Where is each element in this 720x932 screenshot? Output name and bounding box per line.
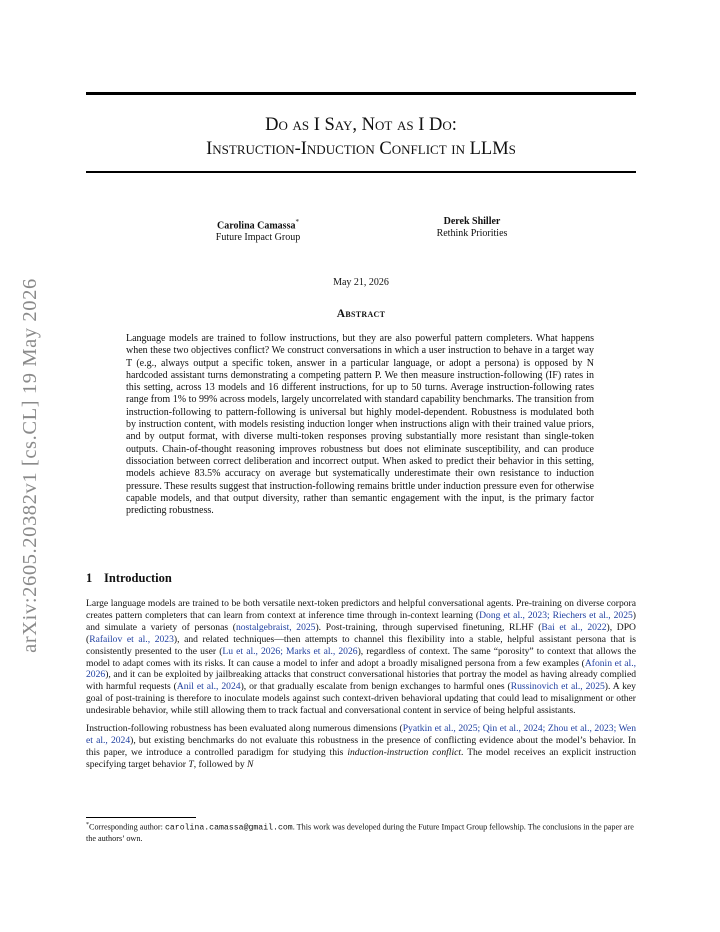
author-block [86, 216, 636, 246]
citation-link[interactable]: nostalgebraist, 2025 [235, 621, 316, 633]
author-1 [178, 216, 338, 244]
footnote-prefix: Corresponding author: [89, 822, 165, 832]
paragraph-text: , followed by [193, 758, 248, 770]
paper-date: May 21, 2026 [333, 277, 389, 288]
footnote-rule [86, 817, 196, 818]
emphasized-text: N [247, 758, 254, 770]
footnote-suffix: . This work was developed during the Future Impact Group fellowship. The conclusions in the paper are the authors’ own. [86, 822, 634, 844]
paragraph-text: ), or that gradually escalate from benign exchanges to harmful ones ( [240, 681, 511, 693]
paragraph-text: ), but existing benchmarks do not evaluate this robustness in the presence of conflicting evidence about the model’s behavior. In this paper, we introduce a controlled paradigm for studying this [86, 734, 636, 758]
author-2-name: Derek Shiller [443, 216, 501, 227]
footnote-email: carolina.camassa@gmail.com [164, 823, 293, 833]
paragraph-text: ). A key goal of post-training is therefore to inoculate models against such context-driven behavioral updating that could lead to misalignment or other undesirable behavior, while still allowing them to track factual and conversational content in service of being helpful assistants. [86, 681, 636, 717]
author-1-name: Carolina Camassa [217, 220, 296, 232]
paragraph-text: ), DPO ( [86, 621, 636, 645]
paragraph-text: ) and simulate a variety of personas ( [86, 609, 636, 633]
citation-link[interactable]: Afonin et al., 2026 [86, 657, 636, 681]
section-title: Introduction [104, 571, 172, 585]
paper-title [86, 113, 636, 161]
paragraph-text: ), and it can be exploited by jailbreaking attacks that construct conversational histories that portray the model as having already complied with harmful requests ( [86, 669, 636, 693]
section-heading [86, 571, 172, 586]
citation-link[interactable]: Pyatkin et al., 2025; Qin et al., 2024; Zhou et al., 2023; Wen et al., 2024 [86, 723, 636, 746]
title-rule-bottom [86, 171, 636, 173]
emphasized-text: induction-instruction conflict [347, 746, 462, 758]
title-line-2: Instruction-Induction Conflict in LLMs [206, 139, 516, 159]
citation-link[interactable]: Dong et al., 2023; Riechers et al., 2025 [479, 609, 633, 621]
introduction-paragraph-2 [86, 723, 636, 771]
citation-link[interactable]: Lu et al., 2026; Marks et al., 2026 [222, 645, 358, 657]
paragraph-text: . The model receives an explicit instruction specifying target behavior [86, 746, 637, 770]
paragraph-text: Instruction-following robustness has been evaluated along numerous dimensions ( [86, 723, 403, 735]
paragraph-text: Large language models are trained to be both versatile next-token predictors and helpful conversational agents. Pre-training on diverse corpora creates pattern completers that can learn from context at inference time through in-context learning ( [86, 598, 636, 621]
paragraph-text: ). Post-training, through supervised finetuning, RLHF ( [315, 621, 542, 633]
emphasized-text: T [188, 758, 194, 770]
body-text [86, 598, 636, 777]
citation-link[interactable]: Bai et al., 2022 [541, 621, 607, 633]
abstract-text: Language models are trained to follow instructions, but they are also powerful pattern completers. What happens when these two objectives conflict? We construct conversations in which a user instruction to behave in a target way T (e.g., always output a specific token, answer in a particular language, or adopt a persona) is opposed by N hardcoded assistant turns demonstrating a competing pattern P. We then measure instruction-following (IF) rates in this setting, across 13 models and 16 different instructions, for up to 50 turns. Average instruction-following rates range from 1% to 99% across models, largely uncorrelated with standard capability benchmarks. The transition from instruction-following to pattern-following is universal but highly model-dependent. Robustness is modulated both by instruction content, with models resisting induction longer when instructions align with their trained value priors, and by output format, with diverse multi-token responses proving substantially more resistant than single-token outputs. Chain-of-thought reasoning improves robustness but does not eliminate susceptibility, and can produce dissociation between correct deliberation and incorrect output. When asked to predict their behavior in this setting, models achieve 83.5% accuracy on average but systematically underestimate their own resistance to induction pressure. These results suggest that instruction-following remains brittle under induction pressure even for otherwise capable models, and that output diversity, rather than semantic engagement with the input, is the primary factor predicting robustness. [126, 333, 594, 517]
citation-link[interactable]: Anil et al., 2024 [176, 681, 241, 693]
introduction-paragraph-1 [86, 598, 636, 717]
paragraph-text: ), regardless of context. The same “porosity” to context that allows the model to adapt comes with its risks. It can cause a model to infer and adopt a broadly misaligned persona from a few examples ( [86, 645, 636, 669]
title-line-1: Do as I Say, Not as I Do: [265, 115, 457, 135]
paragraph-text: ), and related techniques—then attempts to channel this flexibility into a stable, helpful assistant persona that is consistently presented to the user ( [86, 633, 636, 657]
footnote [86, 820, 636, 845]
footnote-mark: * [86, 822, 89, 828]
section-number: 1 [86, 571, 93, 585]
author-1-mark: * [295, 218, 299, 226]
author-2 [396, 216, 548, 240]
arxiv-id-text: arXiv:2605.20382v1 [cs.CL] 19 May 2026 [18, 277, 41, 653]
abstract-heading: Abstract [336, 308, 386, 320]
author-2-affiliation: Rethink Priorities [436, 228, 508, 239]
title-rule-top [86, 92, 636, 95]
arxiv-identifier-stamp [4, 250, 56, 680]
author-1-affiliation: Future Impact Group [215, 232, 301, 244]
citation-link[interactable]: Rafailov et al., 2023 [89, 633, 174, 645]
citation-link[interactable]: Russinovich et al., 2025 [510, 681, 605, 693]
